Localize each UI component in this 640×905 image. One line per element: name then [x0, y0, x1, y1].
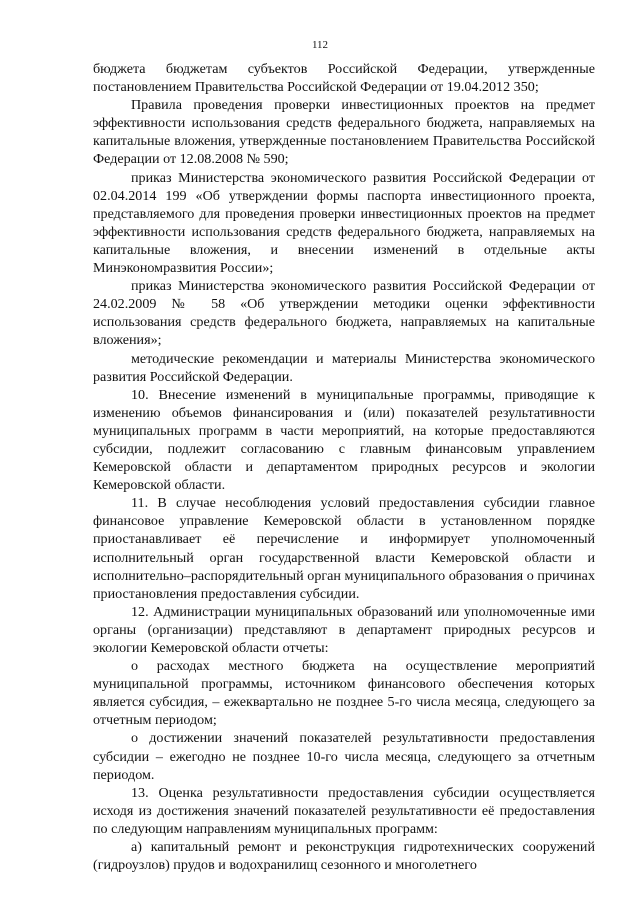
- page-number: 112: [311, 39, 329, 51]
- paragraph: 12. Администрации муниципальных образований или уполномоченные ими органы (организации) представляют в департамент природных ресурсов и экологии Кемеровской области отчеты:: [93, 603, 595, 656]
- paragraph: 13. Оценка результативности предоставления субсидии осуществляется исходя из достижения значений показателей результативности её предоставления по следующим направлениям муниципальных программ:: [93, 784, 595, 837]
- paragraph: о достижении значений показателей результативности предоставления субсидии – ежегодно не позднее 10-го числа месяца, следующего за отчетным периодом.: [93, 730, 595, 783]
- paragraph: приказ Министерства экономического развития Российской Федерации от 24.02.2009 № 58 «Об утверждении методики оценки эффективности использования средств федерального бюджета, направляемых на капитальные вложения»;: [93, 278, 595, 349]
- paragraph: о расходах местного бюджета на осуществление мероприятий муниципальной программы, источником финансового обеспечения которых является субсидия, – ежеквартально не позднее 5-го числа месяца, следующего за отчетным периодом;: [93, 658, 595, 729]
- paragraph: 10. Внесение изменений в муниципальные программы, приводящие к изменению объемов финансирования и (или) показателей результативности муниципальных программ в части мероприятий, на которые предоставляются субсидии, подлежит согласованию с главным финансовым управлением Кемеровской области и департаментом природных ресурсов и экологии Кемеровской области.: [93, 386, 595, 494]
- paragraph: приказ Министерства экономического развития Российской Федерации от 02.04.2014 199 «Об утверждении формы паспорта инвестиционного проекта, представляемого для проведения проверки инвестиционных проектов на предмет эффективности использования средств федерального бюджета, направляемых на капитальные вложения, и внесении изменений в отдельные акты Минэкономразвития России»;: [93, 169, 595, 277]
- paragraph: а) капитальный ремонт и реконструкция гидротехнических сооружений (гидроузлов) прудов и водохранилищ сезонного и многолетнего: [93, 839, 595, 874]
- paragraph: Правила проведения проверки инвестиционных проектов на предмет эффективности использования средств федерального бюджета, направляемых на капитальные вложения, утвержденные постановлением Правительства Российской Федерации от 12.08.2008 № 590;: [93, 97, 595, 168]
- document-body: [93, 60, 595, 874]
- paragraph: методические рекомендации и материалы Министерства экономического развития Российской Федерации.: [93, 350, 595, 385]
- paragraph: бюджета бюджетам субъектов Российской Федерации, утвержденные постановлением Правительства Российской Федерации от 19.04.2012 350;: [93, 61, 595, 96]
- paragraph: 11. В случае несоблюдения условий предоставления субсидии главное финансовое управление Кемеровской области в установленном порядке приостанавливает её перечисление и информирует уполномоченный исполнительный орган государственной власти Кемеровской области и исполнительно–распорядительный орган муниципального образования о причинах приостановления предоставления субсидии.: [93, 495, 595, 602]
